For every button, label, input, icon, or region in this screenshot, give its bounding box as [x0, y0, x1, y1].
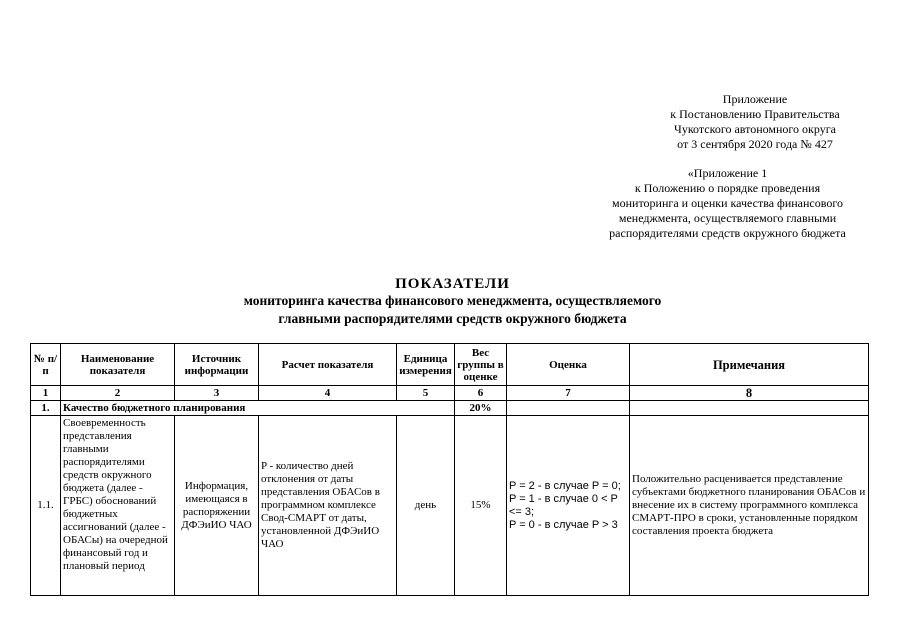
- column-number: 1: [31, 386, 61, 401]
- appendix-sub-line: к Положению о порядке проведения: [634, 181, 821, 195]
- header-calc: Расчет показателя: [259, 344, 397, 386]
- header-weight: Вес группы в оценке: [455, 344, 507, 386]
- appendix-main-line: от 3 сентября 2020 года № 427: [677, 137, 833, 151]
- section-num: 1.: [31, 401, 61, 416]
- appendix-main-line: Приложение: [722, 92, 788, 106]
- appendix-main-line: к Постановлению Правительства: [670, 107, 840, 121]
- empty-cell: [630, 401, 869, 416]
- header-score: Оценка: [507, 344, 630, 386]
- section-name: Качество бюджетного планирования: [61, 401, 455, 416]
- section-weight: 20%: [455, 401, 507, 416]
- column-number: 4: [259, 386, 397, 401]
- column-number: 7: [507, 386, 630, 401]
- appendix-sub-line: распорядителями средств окружного бюджета: [609, 226, 846, 240]
- column-number: 8: [630, 386, 869, 401]
- appendix-main-block: [600, 92, 905, 152]
- row-notes: Положительно расценивается представление субъектами бюджетного планирования ОБАСов и внесение их в систему программного комплекса СМАРТ-ПРО в сроки, установленные порядком составления проекта бюджета: [630, 416, 869, 596]
- header-name: Наименование показателя: [61, 344, 175, 386]
- column-number: 2: [61, 386, 175, 401]
- document-subtitle-line: главными распорядителями средств окружного бюджета: [278, 311, 627, 326]
- score-line: P = 1 - в случае 0 < P <= 3;: [509, 492, 618, 518]
- column-number-row: [31, 386, 869, 401]
- header-num: № п/п: [31, 344, 61, 386]
- appendix-sub-line: менеджмента, осуществляемого главными: [618, 211, 837, 225]
- row-unit: день: [397, 416, 455, 596]
- column-number: 5: [397, 386, 455, 401]
- header-row: [31, 344, 869, 386]
- header-source: Источник информации: [175, 344, 259, 386]
- empty-cell: [507, 401, 630, 416]
- document-heading: ПОКАЗАТЕЛИ: [395, 276, 510, 292]
- row-num: 1.1.: [31, 416, 61, 596]
- row-score: [507, 416, 630, 596]
- indicators-table: [30, 343, 869, 596]
- header-unit: Единица измерения: [397, 344, 455, 386]
- appendix-sub-block: [590, 166, 865, 241]
- column-number: 3: [175, 386, 259, 401]
- row-weight: 15%: [455, 416, 507, 596]
- row-calc: P - количество дней отклонения от даты представления ОБАСов в программном комплексе Свод-СМАРТ от даты, установленной ДФЭиИО ЧАО: [259, 416, 397, 596]
- section-row: [31, 401, 869, 416]
- score-line: P = 2 - в случае P = 0;: [509, 479, 621, 492]
- table-row: [31, 416, 869, 596]
- score-line: P = 0 - в случае P > 3: [509, 518, 618, 531]
- row-name: Своевременность представления главными распорядителями средств окружного бюджета (далее - ГРБС) обоснований бюджетных ассигнований (далее - ОБАСы) на очередной финансовый год и плановый период: [61, 416, 175, 596]
- column-number: 6: [455, 386, 507, 401]
- document-subtitle-line: мониторинга качества финансового менеджмента, осуществляемого: [243, 293, 662, 308]
- header-notes: Примечания: [630, 344, 869, 386]
- appendix-sub-line: «Приложение 1: [687, 166, 768, 180]
- appendix-main-line: Чукотского автономного округа: [674, 122, 836, 136]
- appendix-sub-line: мониторинга и оценки качества финансового: [612, 196, 843, 210]
- row-source: Информация, имеющаяся в распоряжении ДФЭиИО ЧАО: [175, 416, 259, 596]
